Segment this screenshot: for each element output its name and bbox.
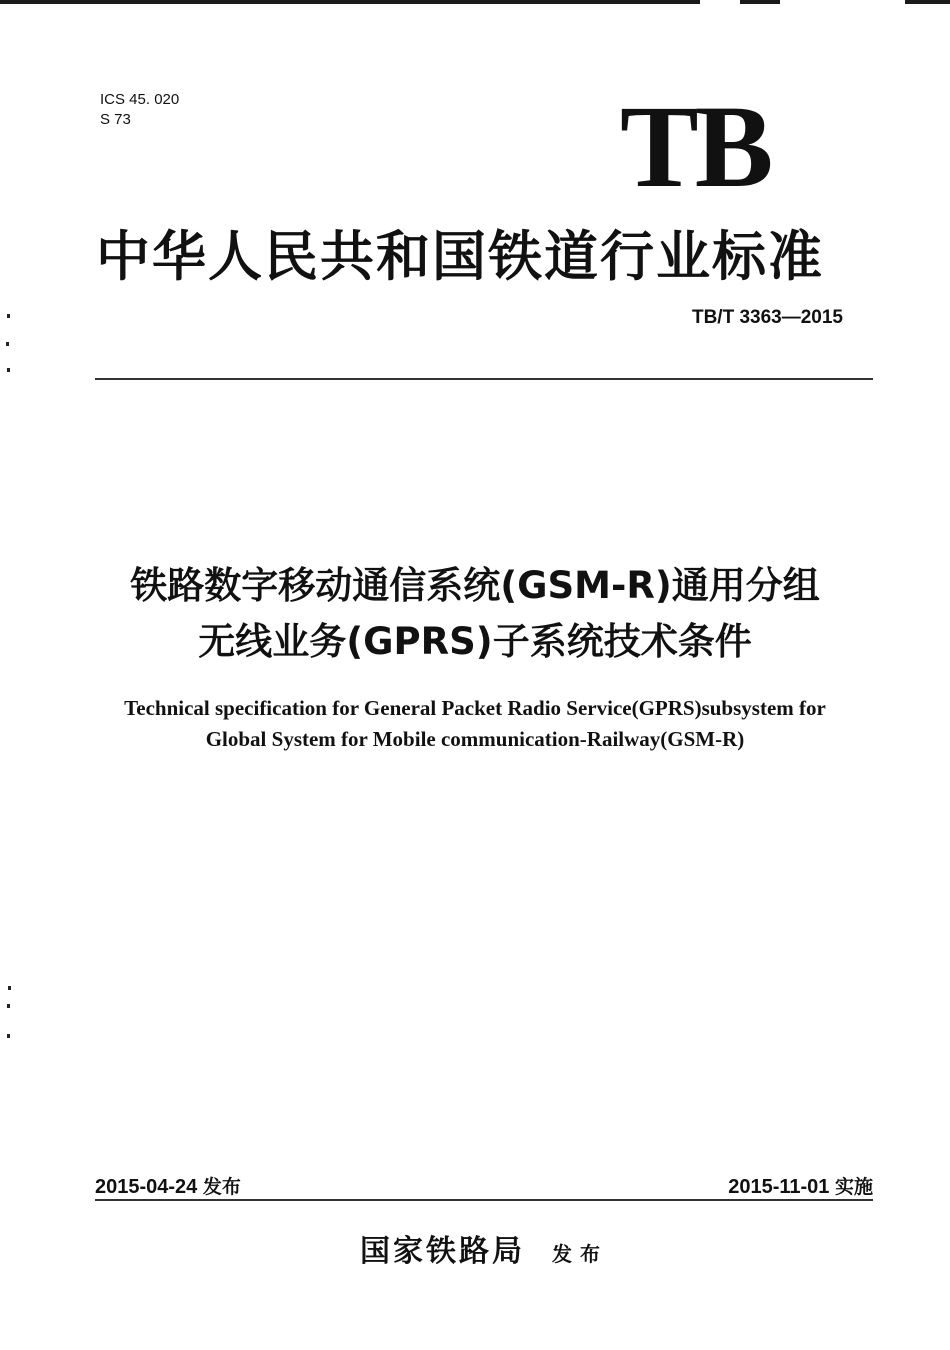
standard-code: TB/T 3363—2015 bbox=[691, 307, 843, 328]
publisher-name: 国家铁路局 bbox=[359, 1234, 525, 1269]
top-divider bbox=[95, 378, 873, 380]
effective-date-value: 2015-11-01 bbox=[728, 1176, 830, 1198]
release-date-value: 2015-04-24 bbox=[95, 1176, 198, 1198]
document-title-chinese-line-1: 铁路数字移动通信系统(GSM-R)通用分组 bbox=[130, 564, 820, 607]
classification-block bbox=[100, 90, 179, 130]
effective-label: 实施 bbox=[834, 1176, 873, 1198]
scan-edge-bar bbox=[0, 0, 950, 10]
standard-category-title: 中华人民共和国铁道行业标准 bbox=[96, 225, 824, 288]
release-date bbox=[95, 1172, 241, 1199]
effective-date bbox=[600, 1172, 873, 1199]
bottom-divider bbox=[95, 1199, 873, 1201]
document-title-chinese-line-2: 无线业务(GPRS)子系统技术条件 bbox=[198, 620, 752, 663]
publisher-action: 发布 bbox=[552, 1242, 609, 1266]
document-title-chinese bbox=[80, 558, 870, 670]
ics-code: ICS 45. 020 bbox=[100, 91, 180, 108]
tb-logo: TB bbox=[620, 81, 770, 212]
document-title-english-line-2: Global System for Mobile communication-Railway(GSM-R) bbox=[205, 727, 745, 751]
document-title-english bbox=[80, 693, 870, 755]
classification-code: S 73 bbox=[100, 111, 131, 128]
publisher bbox=[95, 1226, 873, 1270]
document-title-english-line-1: Technical specification for General Packet Radio Service(GPRS)subsystem for bbox=[124, 696, 826, 720]
release-label: 发布 bbox=[202, 1176, 241, 1198]
